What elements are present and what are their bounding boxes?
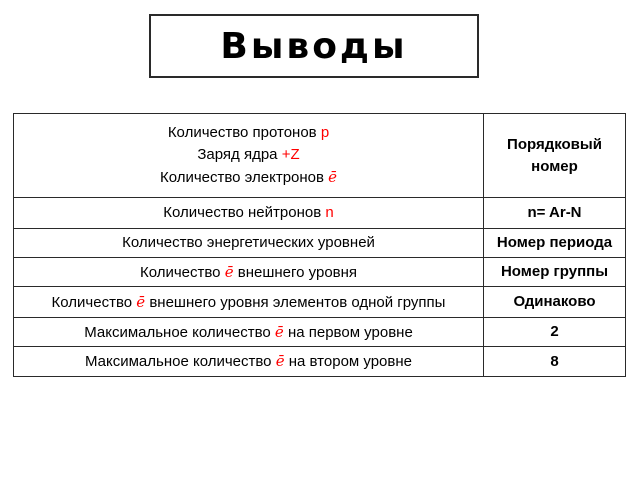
electron-symbol: ē xyxy=(274,322,284,341)
electron-symbol: ē xyxy=(224,262,234,281)
title-box xyxy=(149,14,479,78)
property-cell: Количество нейтронов n xyxy=(14,198,484,229)
property-cell xyxy=(14,114,484,198)
property-line: Количество протонов p xyxy=(167,124,330,141)
property-cell: Количество ē внешнего уровня элементов одной группы xyxy=(14,287,484,318)
table-row xyxy=(14,258,626,287)
page-title: Выводы xyxy=(220,25,408,67)
electron-symbol: ē xyxy=(136,292,146,311)
value-cell: Порядковый номер xyxy=(484,114,626,198)
value-cell: n= Ar-N xyxy=(484,198,626,229)
value-cell: 2 xyxy=(484,318,626,347)
property-cell: Количество ē внешнего уровня xyxy=(14,258,484,287)
property-cell: Количество энергетических уровней xyxy=(14,229,484,258)
table-row xyxy=(14,198,626,229)
electron-symbol: ē xyxy=(328,168,338,186)
electron-symbol: ē xyxy=(275,352,285,370)
table-row xyxy=(14,318,626,347)
table-row xyxy=(14,114,626,198)
conclusions-table xyxy=(13,113,626,377)
property-cell: Максимальное количество ē на первом уровне xyxy=(14,318,484,347)
table-row xyxy=(14,287,626,318)
property-line: Количество электронов ē xyxy=(159,168,338,186)
value-cell: Одинаково xyxy=(484,287,626,318)
property-cell: Максимальное количество ē на втором уровне xyxy=(14,347,484,377)
table-row xyxy=(14,347,626,377)
table-row xyxy=(14,229,626,258)
value-cell: Номер периода xyxy=(484,229,626,258)
property-line: Заряд ядра +Z xyxy=(197,146,300,163)
value-cell: Номер группы xyxy=(484,258,626,287)
value-cell: 8 xyxy=(484,347,626,377)
